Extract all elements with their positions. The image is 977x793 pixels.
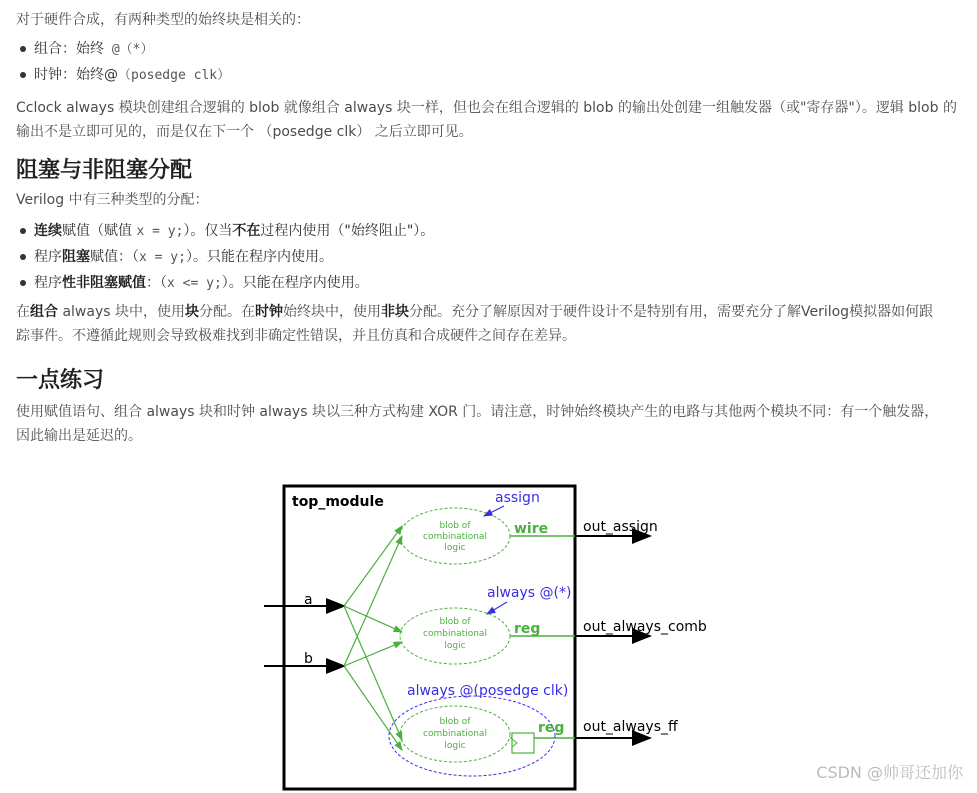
always-block-list: [16, 36, 230, 88]
svg-text:combinational: combinational: [423, 629, 487, 639]
flip-flop: [512, 733, 534, 753]
blob-always-ff: [400, 706, 510, 762]
list-item: 程序阻塞赋值：（x = y;）。只能在程序内使用。: [16, 244, 434, 270]
out-assign-label: out_assign: [583, 519, 658, 535]
list-item: 连续赋值（赋值 x = y;）。仅当不在过程内使用（"始终阻止"）。: [16, 218, 434, 244]
heading-blocking: 阻塞与非阻塞分配: [16, 158, 193, 183]
assignment-list: [16, 218, 434, 296]
rule-paragraph: 在组合 always 块中，使用块分配。在时钟始终块中，使用非块分配。充分了解原因对于硬件设计不是特别有用，需要充分了解Verilog模拟器如何跟 踪事件。不遵循此规则会导致极难找到非确定性错误，并且仿真和合成硬件之间存在差异。: [16, 304, 934, 344]
wire-label: wire: [514, 521, 549, 537]
input-b-label: b: [304, 651, 313, 667]
heading-practice: 一点练习: [16, 368, 105, 393]
reg-label-ff: reg: [538, 720, 565, 736]
svg-text:logic: logic: [444, 741, 466, 751]
list-item: 程序性非阻塞赋值：（x <= y;）。只能在程序内使用。: [16, 270, 434, 296]
svg-text:combinational: combinational: [423, 532, 487, 542]
svg-text:combinational: combinational: [423, 729, 487, 739]
svg-text:blob of: blob of: [439, 617, 471, 627]
blob-always-comb: [400, 608, 510, 664]
always-comb-label: always @(*): [487, 585, 572, 601]
list-item: 时钟：始终@（posedge clk）: [16, 62, 230, 88]
always-ff-label: always @(posedge clk): [407, 683, 569, 699]
clock-paragraph: Cclock always 模块创建组合逻辑的 blob 就像组合 always 块一样，但也会在组合逻辑的 blob 的输出处创建一组触发器（或"寄存器"）。逻辑 blob 的 输出不是立即可见的，而是仅在下一个 （posedge clk） 之后立即可见。: [16, 100, 957, 140]
verilog-intro: Verilog 中有三种类型的分配：: [16, 192, 209, 208]
module-name: top_module: [292, 494, 384, 510]
reg-label-comb: reg: [514, 621, 541, 637]
svg-text:logic: logic: [444, 641, 466, 651]
out-always-ff-label: out_always_ff: [583, 719, 678, 735]
svg-text:logic: logic: [444, 543, 466, 553]
blob-assign: [400, 508, 510, 564]
xor-circuit-diagram: [262, 476, 712, 793]
svg-text:blob of: blob of: [439, 521, 471, 531]
assign-label: assign: [495, 490, 540, 506]
list-item: 组合：始终 @（*）: [16, 36, 230, 62]
out-always-comb-label: out_always_comb: [583, 619, 707, 635]
intro-text: 对于硬件合成，有两种类型的始终块是相关的：: [16, 12, 310, 28]
practice-paragraph: 使用赋值语句、组合 always 块和时钟 always 块以三种方式构建 XOR 门。请注意，时钟始终模块产生的电路与其他两个模块不同：有一个触发器， 因此输出是延迟的。: [16, 404, 939, 444]
watermark: CSDN @帅哥还加你: [816, 763, 963, 782]
input-a-label: a: [304, 592, 313, 608]
svg-text:blob of: blob of: [439, 717, 471, 727]
